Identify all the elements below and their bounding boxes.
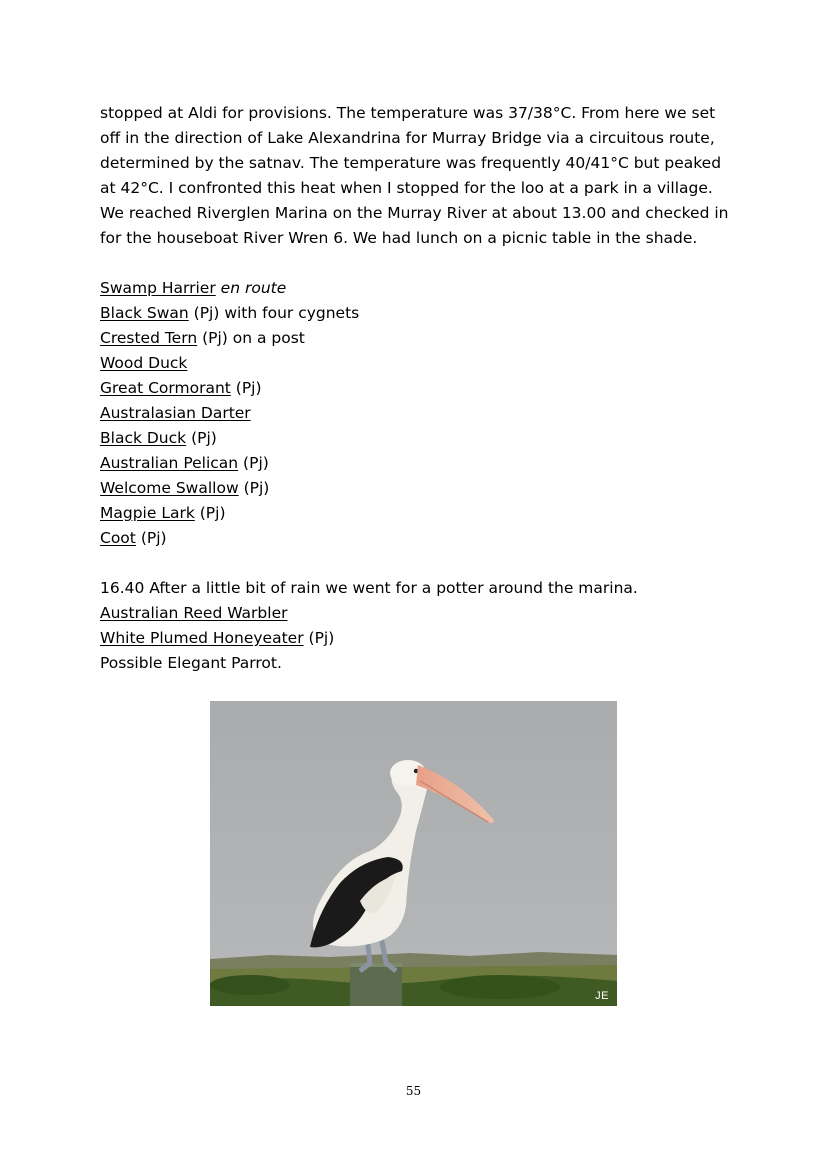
list-item	[100, 601, 740, 626]
list-item	[100, 326, 740, 351]
possible-sighting: Possible Elegant Parrot.	[100, 654, 282, 672]
species-name: Wood Duck	[100, 354, 188, 372]
photo-credit: JE	[595, 990, 609, 1002]
pelican-photo	[210, 701, 617, 1006]
list-item	[100, 451, 740, 476]
species-name: Coot	[100, 529, 136, 547]
species-name: Great Cormorant	[100, 379, 231, 397]
list-item	[100, 401, 740, 426]
species-note: (Pj)	[243, 479, 270, 497]
species-name: Australian Pelican	[100, 454, 239, 472]
intro-paragraph: stopped at Aldi for provisions. The temperature was 37/38°C. From here we set off in the direction of Lake Alexandrina for Murray Bridge via a circuitous route, determined by the satnav. The temperature was frequently 40/41°C but peaked at 42°C. I confronted this heat when I stopped for the loo at a park in a village. We reached Riverglen Marina on the Murray River at about 13.00 and checked in for the houseboat River Wren 6. We had lunch on a picnic table in the shade.	[100, 104, 729, 247]
list-item	[100, 376, 740, 401]
list-item	[100, 626, 740, 651]
species-name: Australasian Darter	[100, 404, 251, 422]
page-number: 55	[405, 1084, 422, 1098]
species-name: Black Swan	[100, 304, 189, 322]
list-item	[100, 526, 740, 551]
species-note: (Pj) with four cygnets	[193, 304, 360, 322]
species-name: Black Duck	[100, 429, 187, 447]
species-note: en route	[220, 279, 287, 297]
species-note: (Pj)	[308, 629, 335, 647]
list-item	[100, 351, 740, 376]
walk-text: 16.40 After a little bit of rain we went for a potter around the marina.	[100, 579, 638, 597]
list-item	[100, 501, 740, 526]
species-name: Australian Reed Warbler	[100, 604, 288, 622]
species-list	[100, 276, 740, 551]
list-item	[100, 276, 740, 301]
list-item	[100, 476, 740, 501]
list-item	[100, 301, 740, 326]
species-note: (Pj)	[243, 454, 269, 472]
species-name: Swamp Harrier	[100, 279, 216, 297]
species-note: (Pj)	[199, 504, 226, 522]
species-note: (Pj)	[191, 429, 217, 447]
marina-walk-section	[100, 576, 740, 676]
species-name: Magpie Lark	[100, 504, 195, 522]
species-name: Welcome Swallow	[100, 479, 239, 497]
species-note: (Pj) on a post	[202, 329, 305, 347]
species-name: White Plumed Honeyeater	[100, 629, 304, 647]
species-note: (Pj)	[235, 379, 262, 397]
pelican-illustration	[210, 701, 617, 1006]
walk-species-list	[100, 601, 740, 651]
species-note: (Pj)	[140, 529, 167, 547]
species-name: Crested Tern	[100, 329, 198, 347]
list-item	[100, 426, 740, 451]
